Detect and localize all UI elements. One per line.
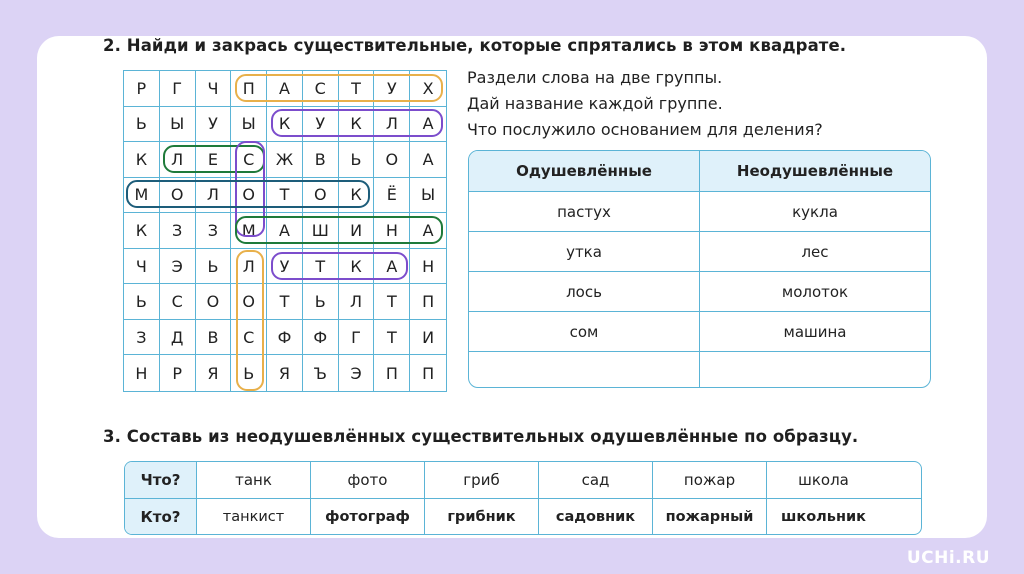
grid-cell: О — [160, 178, 196, 214]
grid-cell: З — [196, 213, 232, 249]
grid-cell: Я — [267, 355, 303, 391]
grid-cell: У — [196, 107, 232, 143]
grid-cell: Ф — [303, 320, 339, 356]
grid-cell: Н — [124, 355, 160, 391]
grid-cell: А — [267, 213, 303, 249]
word-formation-table — [124, 461, 922, 535]
header-inanimate: Неодушевлённые — [736, 162, 894, 180]
grid-cell: Ы — [410, 178, 446, 214]
who-label: Кто? — [125, 499, 197, 535]
task-2-title: 2. Найди и закрась существительные, которые спрятались в этом квадрате. — [103, 36, 847, 55]
table-row — [469, 312, 930, 352]
grid-cell: С — [303, 71, 339, 107]
grid-cell: А — [410, 107, 446, 143]
who-word: школьник — [780, 509, 866, 525]
grid-cell: Е — [196, 142, 232, 178]
grid-cell: О — [196, 284, 232, 320]
grid-cell: О — [374, 142, 410, 178]
table-row — [469, 232, 930, 272]
grid-cell: М — [231, 213, 267, 249]
inanimate-cell — [700, 352, 930, 388]
animate-cell: пастух — [469, 192, 700, 231]
worksheet-card — [37, 36, 987, 538]
grid-cell: Ь — [339, 142, 375, 178]
grid-cell: Ь — [231, 355, 267, 391]
what-word: гриб — [425, 462, 539, 498]
grid-cell: Э — [339, 355, 375, 391]
grid-cell: К — [267, 107, 303, 143]
instruction-line-3: Что послужило основанием для деления? — [467, 120, 823, 139]
grid-cell: П — [374, 355, 410, 391]
grid-cell: З — [160, 213, 196, 249]
grid-cell: Г — [160, 71, 196, 107]
inanimate-cell: кукла — [792, 202, 838, 221]
grid-cell: Н — [374, 213, 410, 249]
grid-cell: Л — [339, 284, 375, 320]
grid-cell: Р — [124, 71, 160, 107]
grid-cell: В — [303, 142, 339, 178]
grid-cell: У — [374, 71, 410, 107]
grid-cell: А — [410, 142, 446, 178]
instruction-line-1: Раздели слова на две группы. — [467, 68, 723, 87]
grid-cell: И — [410, 320, 446, 356]
who-word: пожарный — [653, 499, 767, 535]
grid-cell: О — [231, 284, 267, 320]
who-word: танкист — [197, 499, 311, 535]
grid-cell: К — [124, 213, 160, 249]
table-row — [469, 352, 930, 388]
what-word: школа — [798, 471, 849, 489]
classification-header — [469, 151, 930, 192]
inanimate-cell: молоток — [781, 282, 849, 301]
grid-cell: Л — [160, 142, 196, 178]
grid-cell: Ь — [124, 284, 160, 320]
grid-cell: Т — [267, 284, 303, 320]
grid-cell: Д — [160, 320, 196, 356]
inanimate-cell: машина — [783, 322, 847, 341]
grid-cell: А — [267, 71, 303, 107]
grid-cell: Т — [267, 178, 303, 214]
grid-cell: Х — [410, 71, 446, 107]
grid-cell: Л — [231, 249, 267, 285]
grid-cell: Ы — [231, 107, 267, 143]
grid-cell: А — [410, 213, 446, 249]
instruction-line-2: Дай название каждой группе. — [467, 94, 723, 113]
grid-cell: М — [124, 178, 160, 214]
grid-cell: З — [124, 320, 160, 356]
animate-cell: лось — [469, 272, 700, 311]
grid-cell: Р — [160, 355, 196, 391]
grid-cell: Т — [339, 71, 375, 107]
grid-cell: Ф — [267, 320, 303, 356]
inanimate-cell: лес — [801, 242, 829, 261]
grid-cell: А — [374, 249, 410, 285]
grid-cell: Ч — [196, 71, 232, 107]
grid-cell: П — [422, 363, 435, 383]
what-word: сад — [539, 462, 653, 498]
classification-table — [468, 150, 931, 388]
grid-cell: Н — [410, 249, 446, 285]
table-row — [469, 192, 930, 232]
grid-cell: Т — [303, 249, 339, 285]
grid-cell: У — [303, 107, 339, 143]
who-row — [125, 499, 921, 535]
what-row — [125, 462, 921, 499]
grid-cell: Ь — [196, 249, 232, 285]
grid-cell: К — [124, 142, 160, 178]
grid-cell: В — [196, 320, 232, 356]
grid-cell: Ш — [303, 213, 339, 249]
who-word: фотограф — [311, 499, 425, 535]
grid-cell: Ж — [267, 142, 303, 178]
who-word: садовник — [539, 499, 653, 535]
grid-cell: Л — [196, 178, 232, 214]
grid-cell: Э — [160, 249, 196, 285]
grid-cell: Ч — [124, 249, 160, 285]
what-label: Что? — [125, 462, 197, 498]
grid-cell: О — [303, 178, 339, 214]
animate-cell: сом — [469, 312, 700, 351]
animate-cell — [469, 352, 700, 388]
grid-cell: О — [231, 178, 267, 214]
grid-cell: С — [231, 320, 267, 356]
animate-cell: утка — [469, 232, 700, 271]
grid-cell: Ё — [374, 178, 410, 214]
table-row — [469, 272, 930, 312]
what-word: пожар — [653, 462, 767, 498]
grid-cell: С — [160, 284, 196, 320]
grid-cell: Т — [374, 284, 410, 320]
grid-cell: К — [339, 107, 375, 143]
grid-cell: Г — [339, 320, 375, 356]
header-animate: Одушевлённые — [469, 151, 700, 191]
word-search-grid — [123, 70, 447, 392]
grid-cell: Ь — [303, 284, 339, 320]
grid-cell: Ы — [160, 107, 196, 143]
grid-cell: С — [231, 142, 267, 178]
grid-cell: К — [339, 178, 375, 214]
grid-cell: И — [339, 213, 375, 249]
what-word: фото — [311, 462, 425, 498]
grid-cell: Ь — [124, 107, 160, 143]
grid-cell: П — [231, 71, 267, 107]
grid-cell: Л — [374, 107, 410, 143]
who-word: грибник — [425, 499, 539, 535]
grid-cell: У — [267, 249, 303, 285]
uchi-logo: UCHi.RU — [906, 548, 990, 568]
grid-cell: Я — [196, 355, 232, 391]
grid-cell: Т — [374, 320, 410, 356]
task-3-title: 3. Составь из неодушевлённых существительных одушевлённые по образцу. — [103, 427, 859, 446]
what-word: танк — [197, 462, 311, 498]
grid-cell: Ъ — [303, 355, 339, 391]
grid-cell: П — [410, 284, 446, 320]
grid-cell: К — [339, 249, 375, 285]
